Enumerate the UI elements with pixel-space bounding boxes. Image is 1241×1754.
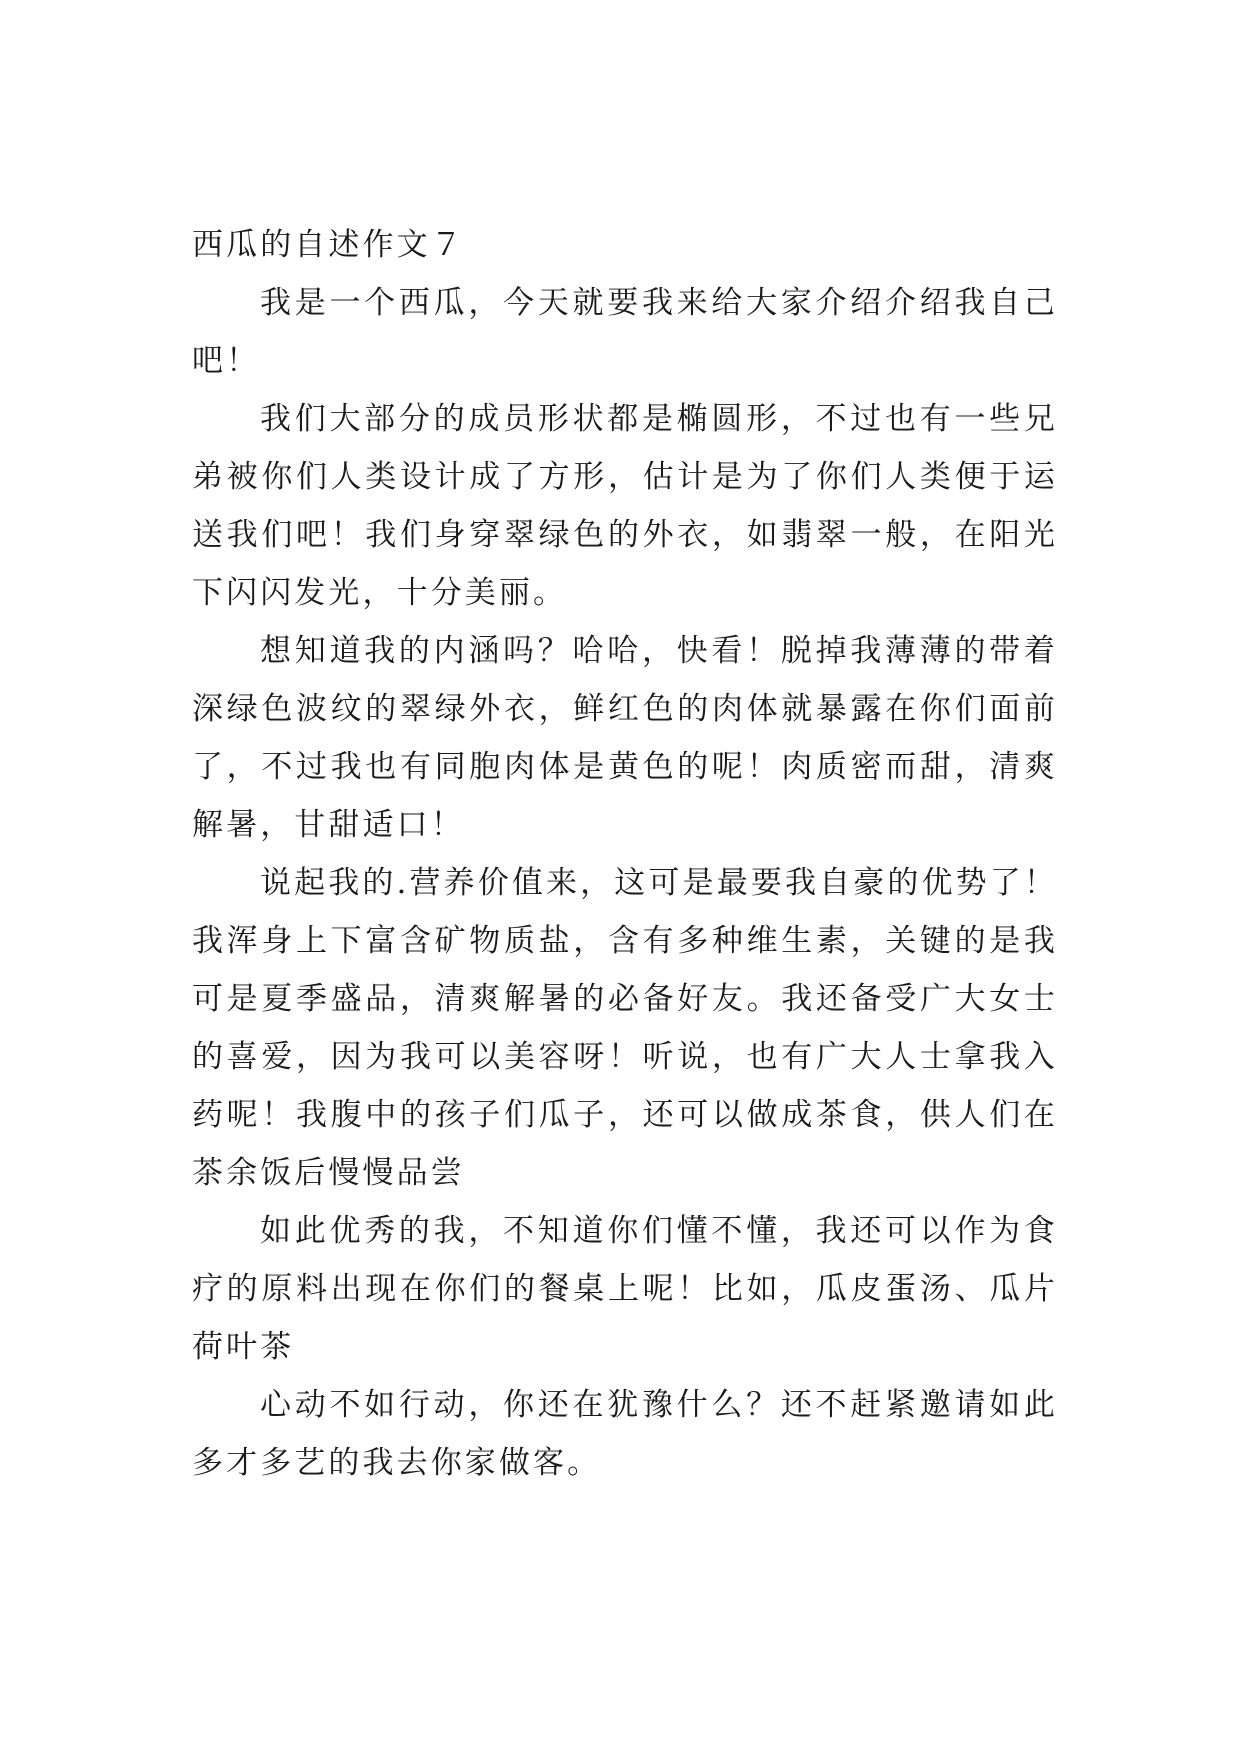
paragraph-flesh: 想知道我的内涵吗？哈哈，快看！脱掉我薄薄的带着深绿色波纹的翠绿外衣，鲜红色的肉体就暴露在你们面前了，不过我也有同胞肉体是黄色的呢！肉质密而甜，清爽解暑，甘甜适口！ (192, 633, 1058, 843)
paragraph-nutrition: 说起我的.营养价值来，这可是最要我自豪的优势了！我浑身上下富含矿物质盐，含有多种维生素，关键的是我可是夏季盛品，清爽解暑的必备好友。我还备受广大女士的喜爱，因为我可以美容呀！听说，也有广大人士拿我入药呢！我腹中的孩子们瓜子，还可以做成茶食，供人们在茶余饭后慢慢品尝 (192, 865, 1058, 1191)
paragraph-appearance: 我们大部分的成员形状都是椭圆形，不过也有一些兄弟被你们人类设计成了方形，估计是为了你们人类便于运送我们吧！我们身穿翠绿色的外衣，如翡翠一般，在阳光下闪闪发光，十分美丽。 (192, 401, 1058, 611)
paragraph-conclusion: 心动不如行动，你还在犹豫什么？还不赶紧邀请如此多才多艺的我去你家做客。 (192, 1387, 1058, 1481)
document-page (192, 0, 1058, 1754)
paragraph-recipes: 如此优秀的我，不知道你们懂不懂，我还可以作为食疗的原料出现在你们的餐桌上呢！比如，瓜皮蛋汤、瓜片荷叶茶 (192, 1213, 1058, 1365)
paragraph-intro: 我是一个西瓜，今天就要我来给大家介绍介绍我自己吧！ (192, 285, 1058, 379)
document-title: 西瓜的自述作文７ (192, 227, 465, 263)
